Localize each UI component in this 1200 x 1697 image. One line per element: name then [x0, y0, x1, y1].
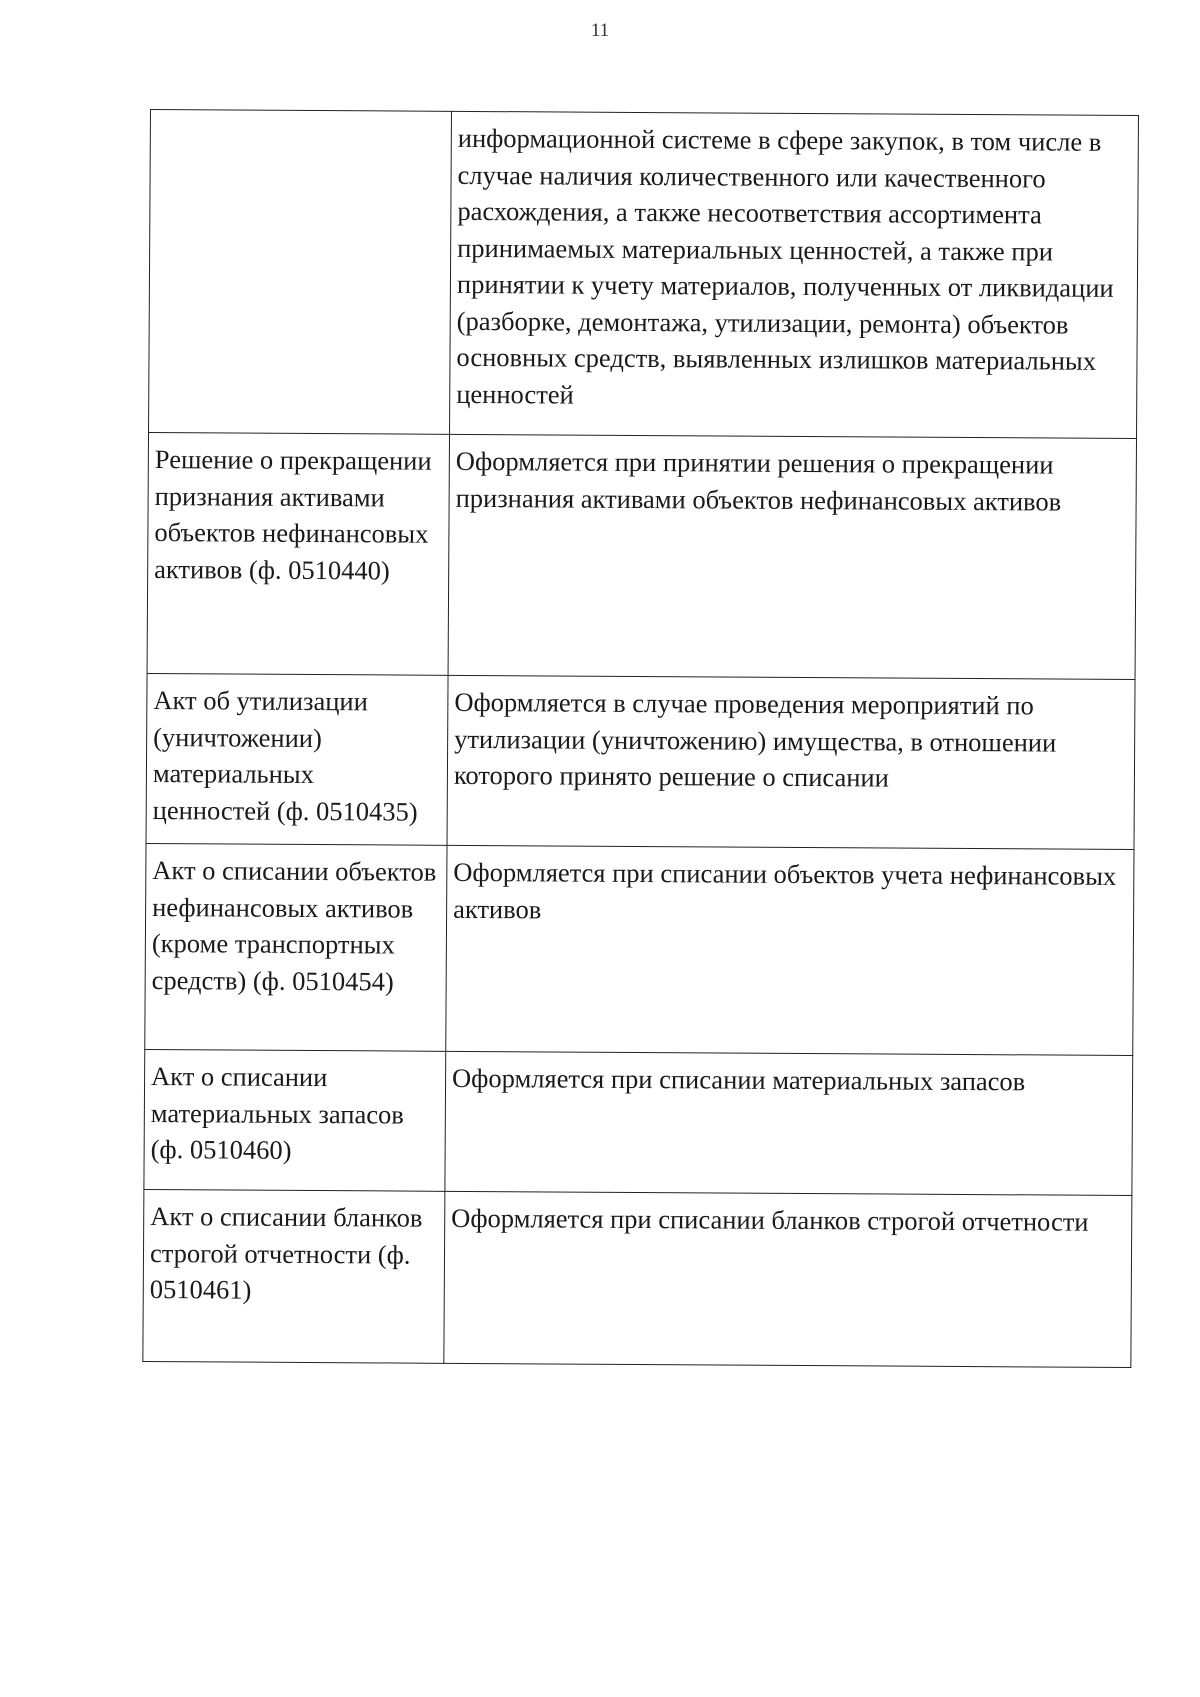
- document-name-cell: Акт о списании бланков строгой отчетности (ф. 0510461): [143, 1189, 445, 1363]
- document-description-cell: Оформляется при списании материальных запасов: [445, 1051, 1133, 1195]
- table-row: [144, 1049, 1133, 1195]
- table-row: [146, 673, 1135, 849]
- document-name-cell: [149, 110, 452, 435]
- table-row: [143, 1189, 1132, 1367]
- document-description-cell: Оформляется при списании бланков строгой отчетности: [444, 1191, 1132, 1367]
- document-description-cell: Оформляется при принятии решения о прекращении признания активами объектов нефинансовых активов: [448, 434, 1136, 679]
- table-row: [149, 110, 1139, 439]
- document-description-cell: Оформляется в случае проведения мероприятий по утилизации (уничтожению) имущества, в отношении которого принято решение о списании: [447, 675, 1135, 849]
- document-description-cell: Оформляется при списании объектов учета нефинансовых активов: [446, 845, 1134, 1055]
- table-row: [147, 432, 1136, 679]
- document-name-cell: Акт о списании объектов нефинансовых активов (кроме транспортных средств) (ф. 0510454): [145, 843, 447, 1051]
- document-name-cell: Решение о прекращении признания активами объектов нефинансовых активов (ф. 0510440): [147, 432, 449, 675]
- document-name-cell: Акт об утилизации (уничтожении) материальных ценностей (ф. 0510435): [146, 673, 448, 845]
- table-row: [145, 843, 1134, 1055]
- documents-table: [142, 109, 1139, 1368]
- document-description-cell: информационной системе в сфере закупок, в том числе в случае наличия количественного или качественного расхождения, а также несоответствия ассортимента принимаемых материальных ценностей, а также при принятии к учету материалов, полученных от ликвидации (разборке, демонтажа, утилизации, ремонта) объектов основных средств, выявленных излишков материальных ценностей: [450, 111, 1139, 438]
- page-number: 11: [590, 20, 610, 41]
- document-name-cell: Акт о списании материальных запасов (ф. 0510460): [144, 1049, 446, 1191]
